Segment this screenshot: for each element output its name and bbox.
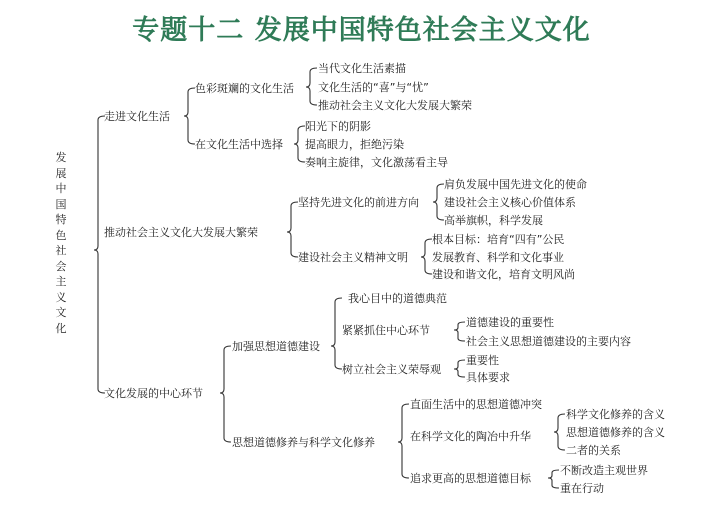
brace-n2b <box>421 239 432 274</box>
diagram-title: 专题十二 发展中国特色社会主义文化 <box>132 15 591 46</box>
node-n3b3a: 不断改造主观世界 <box>560 463 648 477</box>
node-n1a: 色彩斑斓的文化生活 <box>195 81 294 95</box>
brace-n3 <box>220 346 231 442</box>
node-n2a3: 高举旗帜，科学发展 <box>444 213 543 227</box>
node-n3b1: 直面生活中的思想道德冲突 <box>410 397 542 411</box>
node-n1b: 在文化生活中选择 <box>195 137 283 151</box>
node-n2a1: 肩负发展中国先进文化的使命 <box>444 177 587 191</box>
node-n3a: 加强思想道德建设 <box>232 339 320 353</box>
node-n2a2: 建设社会主义核心价值体系 <box>444 195 576 209</box>
brace-n3a <box>331 298 342 369</box>
node-n3a1: 我心目中的道德典范 <box>348 291 447 305</box>
node-n2b3: 建设和谐文化，培育文明风尚 <box>432 267 575 281</box>
node-n2b2: 发展教育、科学和文化事业 <box>432 250 564 264</box>
brace-n1b <box>294 126 305 162</box>
node-n3a3a: 重要性 <box>466 353 499 367</box>
brace-root <box>94 116 105 393</box>
brace-n3b2 <box>554 414 565 450</box>
brace-n2 <box>287 202 298 257</box>
node-n1a1: 当代文化生活素描 <box>318 61 406 75</box>
brace-n3b3 <box>548 470 559 488</box>
node-n3b2b: 思想道德修养的含义 <box>566 425 665 439</box>
brace-n3b <box>398 404 409 478</box>
node-n3b: 思想道德修养与科学文化修养 <box>232 435 375 449</box>
node-n3b2c: 二者的关系 <box>566 443 621 457</box>
brace-n1a <box>306 68 317 105</box>
root-node: 发展中国特色社会主义文化 <box>55 151 67 335</box>
node-n2b1: 根本目标：培育“四有”公民 <box>432 232 565 246</box>
brace-n1 <box>184 88 195 144</box>
node-n3a2b: 社会主义思想道德建设的主要内容 <box>466 334 631 348</box>
brace-n2a <box>433 184 444 220</box>
node-n3b2a: 科学文化修养的含义 <box>566 407 665 421</box>
node-n3b3b: 重在行动 <box>560 481 604 495</box>
node-n3: 文化发展的中心环节 <box>104 386 203 400</box>
node-n3a3: 树立社会主义荣辱观 <box>342 362 441 376</box>
brace-n3a3 <box>454 360 465 377</box>
node-n3b2: 在科学文化的陶冶中升华 <box>410 429 531 443</box>
node-n3a3b: 具体要求 <box>466 370 510 384</box>
brace-n3a2 <box>454 322 465 341</box>
node-n1a3: 推动社会主义文化大发展大繁荣 <box>318 98 472 112</box>
node-n1b1: 阳光下的阴影 <box>305 119 371 133</box>
node-n1a2: 文化生活的“喜”与“忧” <box>318 80 429 94</box>
node-n2a: 坚持先进文化的前进方向 <box>298 195 419 209</box>
node-n2: 推动社会主义文化大发展大繁荣 <box>104 225 258 239</box>
node-n1b3: 奏响主旋律，文化激荡看主导 <box>305 155 448 169</box>
node-n1b2: 提高眼力，拒绝污染 <box>305 137 404 151</box>
node-n1: 走进文化生活 <box>104 109 170 123</box>
node-n2b: 建设社会主义精神文明 <box>298 250 408 264</box>
node-n3b3: 追求更高的思想道德目标 <box>410 471 531 485</box>
node-n3a2: 紧紧抓住中心环节 <box>342 323 430 337</box>
node-n3a2a: 道德建设的重要性 <box>466 315 554 329</box>
